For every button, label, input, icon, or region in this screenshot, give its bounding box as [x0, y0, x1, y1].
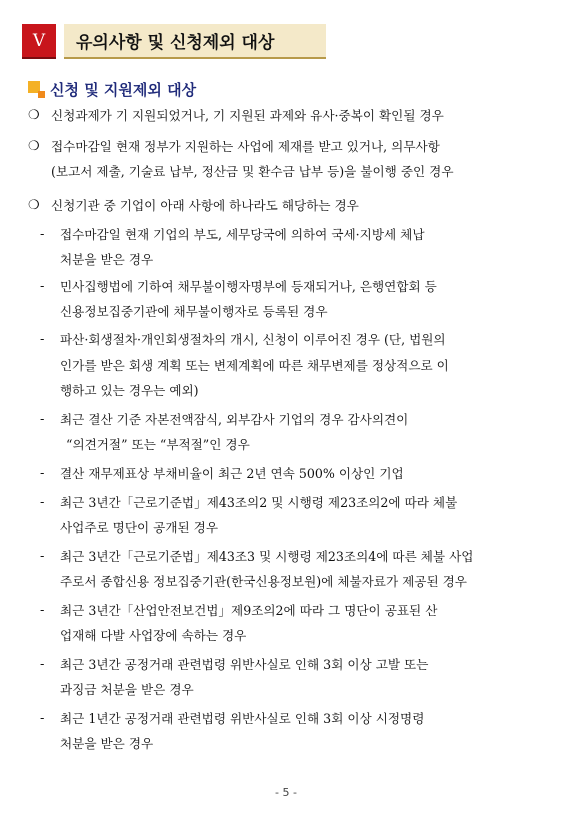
dash-text-line: “의견거절” 또는 “부적절”인 경우 [66, 437, 250, 452]
bullet-text-line: 접수마감일 현재 정부가 지원하는 사업에 제재를 받고 있거나, 의무사항 [51, 139, 440, 154]
dash-text-line: 최근 결산 기준 자본전액잠식, 외부감사 기업의 경우 감사의견이 [60, 412, 409, 427]
dash-marker: - [40, 549, 45, 564]
square-bullet-icon [28, 81, 45, 98]
dash-marker: - [40, 466, 45, 481]
dash-text-line: 파산·회생절차·개인회생절차의 개시, 신청이 이루어진 경우 (단, 법원의 [60, 332, 446, 347]
dash-text-line: 결산 재무제표상 부채비율이 최근 2년 연속 500% 이상인 기업 [60, 466, 404, 481]
section-title: 유의사항 및 신청제외 대상 [64, 24, 326, 59]
dash-text-line: 최근 3년간「산업안전보건법」제9조의2에 따라 그 명단이 공표된 산 [60, 603, 438, 618]
dash-text-line: 최근 3년간 공정거래 관련법령 위반사실로 인해 3회 이상 고발 또는 [60, 657, 429, 672]
dash-marker: - [40, 279, 45, 294]
circle-bullet-icon: ❍ [28, 139, 40, 154]
dash-text-line: 과징금 처분을 받은 경우 [60, 682, 194, 697]
dash-marker: - [40, 657, 45, 672]
dash-marker: - [40, 412, 45, 427]
dash-text-line: 신용정보집중기관에 채무불이행자로 등록된 경우 [60, 304, 328, 319]
subsection-header [28, 79, 196, 99]
dash-text-line: 최근 3년간「근로기준법」제43조3 및 시행령 제23조의4에 따른 체불 사업 [60, 549, 474, 564]
bullet-text-line: 신청과제가 기 지원되었거나, 기 지원된 과제와 유사·중복이 확인될 경우 [51, 108, 444, 123]
dash-marker: - [40, 711, 45, 726]
dash-marker: - [40, 332, 45, 347]
bullet-text-line: 신청기관 중 기업이 아래 사항에 하나라도 해당하는 경우 [51, 198, 359, 213]
dash-marker: - [40, 603, 45, 618]
subsection-title: 신청 및 지원제외 대상 [50, 80, 197, 99]
dash-marker: - [40, 495, 45, 510]
section-header [22, 24, 326, 59]
dash-text-line: 최근 1년간 공정거래 관련법령 위반사실로 인해 3회 이상 시정명령 [60, 711, 425, 726]
bullet-text-line: (보고서 제출, 기술료 납부, 정산금 및 환수금 납부 등)을 불이행 중인 경우 [51, 164, 454, 179]
dash-text-line: 민사집행법에 기하여 채무불이행자명부에 등재되거나, 은행연합회 등 [60, 279, 437, 294]
circle-bullet-icon: ❍ [28, 198, 40, 213]
dash-marker: - [40, 227, 45, 242]
section-number-badge: Ⅴ [22, 24, 56, 59]
circle-bullet-icon: ❍ [28, 108, 40, 123]
page-number: - 5 - [275, 786, 297, 799]
dash-text-line: 업재해 다발 사업장에 속하는 경우 [60, 628, 247, 643]
dash-text-line: 처분을 받은 경우 [60, 252, 154, 267]
dash-text-line: 접수마감일 현재 기업의 부도, 세무당국에 의하여 국세·지방세 체납 [60, 227, 425, 242]
dash-text-line: 사업주로 명단이 공개된 경우 [60, 520, 218, 535]
dash-text-line: 주로서 종합신용 정보집중기관(한국신용정보원)에 체불자료가 제공된 경우 [60, 574, 467, 589]
dash-text-line: 처분을 받은 경우 [60, 736, 154, 751]
dash-text-line: 최근 3년간「근로기준법」제43조의2 및 시행령 제23조의2에 따라 체불 [60, 495, 458, 510]
dash-text-line: 행하고 있는 경우는 예외) [60, 383, 199, 398]
dash-text-line: 인가를 받은 회생 계획 또는 변제계획에 따른 채무변제를 정상적으로 이 [60, 358, 449, 373]
